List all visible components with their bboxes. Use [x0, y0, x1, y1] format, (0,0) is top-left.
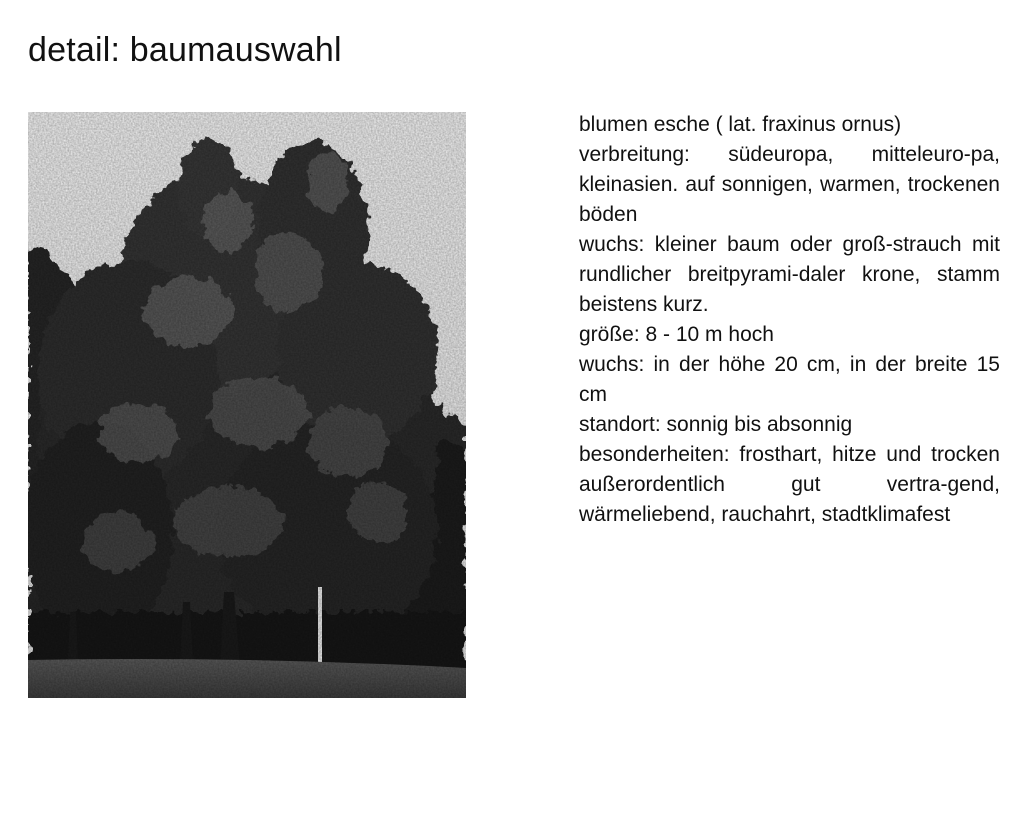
tree-illustration: [28, 112, 466, 698]
description-features: besonderheiten: frosthart, hitze und trocken außerordentlich gut vertra-gend, wärmeliebend, rauchahrt, stadtklimafest: [579, 443, 1000, 526]
page-title: detail: baumauswahl: [28, 31, 342, 69]
description-location: standort: sonnig bis absonnig: [579, 413, 853, 436]
description-species: blumen esche ( lat. fraxinus ornus): [579, 113, 902, 136]
photo-grain: [28, 112, 466, 698]
description-distribution: verbreitung: südeuropa, mitteleuro-pa, kleinasien. auf sonnigen, warmen, trockenen böden: [579, 143, 1000, 226]
description-growth-form: wuchs: kleiner baum oder groß-strauch mit rundlicher breitpyrami-daler krone, stamm beistens kurz.: [579, 233, 1000, 316]
tree-photo: [28, 112, 466, 698]
description-size: größe: 8 - 10 m hoch: [579, 323, 774, 346]
description-growth-rate: wuchs: in der höhe 20 cm, in der breite 15 cm: [579, 353, 1000, 406]
tree-description: [579, 110, 1000, 530]
